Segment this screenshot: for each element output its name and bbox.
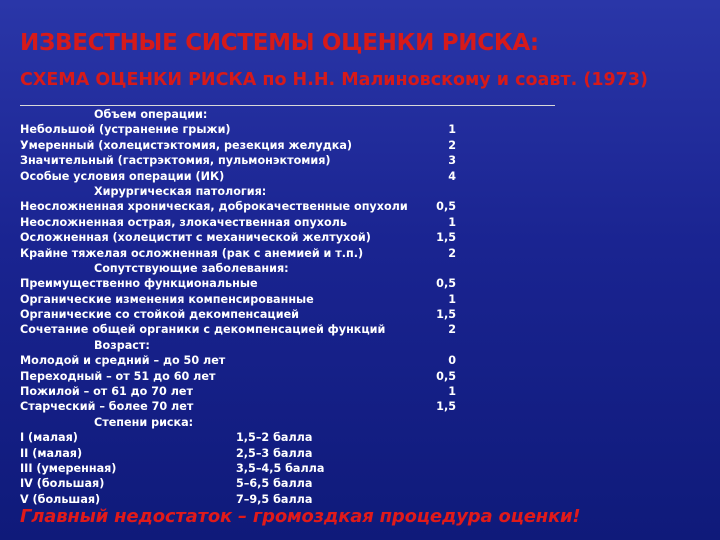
score-row: [0, 199, 720, 214]
score-value: 0,5: [436, 369, 456, 383]
score-label: Значительный (гастрэктомия, пульмонэктомия): [20, 154, 331, 168]
section-heading-label: Сопутствующие заболевания:: [94, 261, 289, 275]
score-row: [0, 322, 720, 337]
score-value: 4: [448, 169, 456, 183]
risk-score-table: [0, 107, 720, 507]
risk-grade-label: III (умеренная): [20, 461, 117, 475]
score-row: [0, 215, 720, 230]
score-label: Сочетание общей органики с декомпенсацией функций: [20, 323, 386, 337]
divider-line: [20, 105, 555, 106]
risk-grade-label: IV (большая): [20, 477, 105, 491]
risk-grade-row: [0, 430, 720, 445]
score-label: Молодой и средний – до 50 лет: [20, 354, 226, 368]
score-row: [0, 292, 720, 307]
risk-grade-row: [0, 461, 720, 476]
score-value: 2: [448, 138, 456, 152]
score-value: 2: [448, 246, 456, 260]
score-label: Особые условия операции (ИК): [20, 169, 225, 183]
risk-grade-label: II (малая): [20, 446, 83, 460]
score-label: Органические со стойкой декомпенсацией: [20, 308, 299, 322]
score-label: Умеренный (холецистэктомия, резекция желудка): [20, 138, 352, 152]
risk-grade-range: 5–6,5 балла: [236, 477, 313, 491]
score-label: Органические изменения компенсированные: [20, 292, 314, 306]
score-row: [0, 122, 720, 137]
risk-grade-label: I (малая): [20, 431, 78, 445]
score-value: 0,5: [436, 200, 456, 214]
score-value: 1,5: [436, 231, 456, 245]
page-title: ИЗВЕСТНЫЕ СИСТЕМЫ ОЦЕНКИ РИСКА:: [20, 30, 539, 56]
section-heading: [0, 184, 720, 199]
risk-grade-row: [0, 446, 720, 461]
score-label: Переходный – от 51 до 60 лет: [20, 369, 216, 383]
section-heading: [0, 415, 720, 430]
section-heading: [0, 338, 720, 353]
section-heading: [0, 261, 720, 276]
score-value: 1: [448, 123, 456, 137]
section-heading: [0, 107, 720, 122]
score-label: Преимущественно функциональные: [20, 277, 258, 291]
section-heading-label: Степени риска:: [94, 415, 194, 429]
score-value: 1,5: [436, 308, 456, 322]
score-row: [0, 230, 720, 245]
score-label: Крайне тяжелая осложненная (рак с анемией и т.п.): [20, 246, 364, 260]
score-label: Небольшой (устранение грыжи): [20, 123, 231, 137]
score-label: Неосложненная острая, злокачественная опухоль: [20, 215, 347, 229]
score-row: [0, 307, 720, 322]
risk-grade-row: [0, 476, 720, 491]
score-row: [0, 169, 720, 184]
score-value: 1: [448, 292, 456, 306]
score-value: 2: [448, 323, 456, 337]
score-label: Неосложненная хроническая, доброкачественные опухоли: [20, 200, 408, 214]
score-label: Осложненная (холецистит с механической желтухой): [20, 231, 371, 245]
score-value: 0: [448, 354, 456, 368]
score-row: [0, 399, 720, 414]
score-row: [0, 369, 720, 384]
score-row: [0, 384, 720, 399]
section-heading-label: Хирургическая патология:: [94, 184, 267, 198]
score-value: 1: [448, 385, 456, 399]
score-row: [0, 353, 720, 368]
score-row: [0, 153, 720, 168]
score-label: Старческий – более 70 лет: [20, 400, 194, 414]
footer-note: Главный недостаток – громоздкая процедура оценки!: [20, 506, 581, 527]
risk-grade-row: [0, 492, 720, 507]
risk-grade-range: 1,5–2 балла: [236, 431, 313, 445]
score-row: [0, 246, 720, 261]
page-subtitle: СХЕМА ОЦЕНКИ РИСКА по Н.Н. Малиновскому и соавт. (1973): [20, 70, 649, 90]
section-heading-label: Возраст:: [94, 338, 150, 352]
score-value: 1: [448, 215, 456, 229]
score-value: 3: [448, 154, 456, 168]
score-value: 0,5: [436, 277, 456, 291]
score-value: 1,5: [436, 400, 456, 414]
risk-grade-range: 3,5–4,5 балла: [236, 461, 325, 475]
risk-grade-range: 2,5–3 балла: [236, 446, 313, 460]
risk-grade-label: V (большая): [20, 492, 101, 506]
score-row: [0, 138, 720, 153]
risk-grade-range: 7–9,5 балла: [236, 492, 313, 506]
section-heading-label: Объем операции:: [94, 108, 208, 121]
score-label: Пожилой – от 61 до 70 лет: [20, 385, 193, 399]
score-row: [0, 276, 720, 291]
